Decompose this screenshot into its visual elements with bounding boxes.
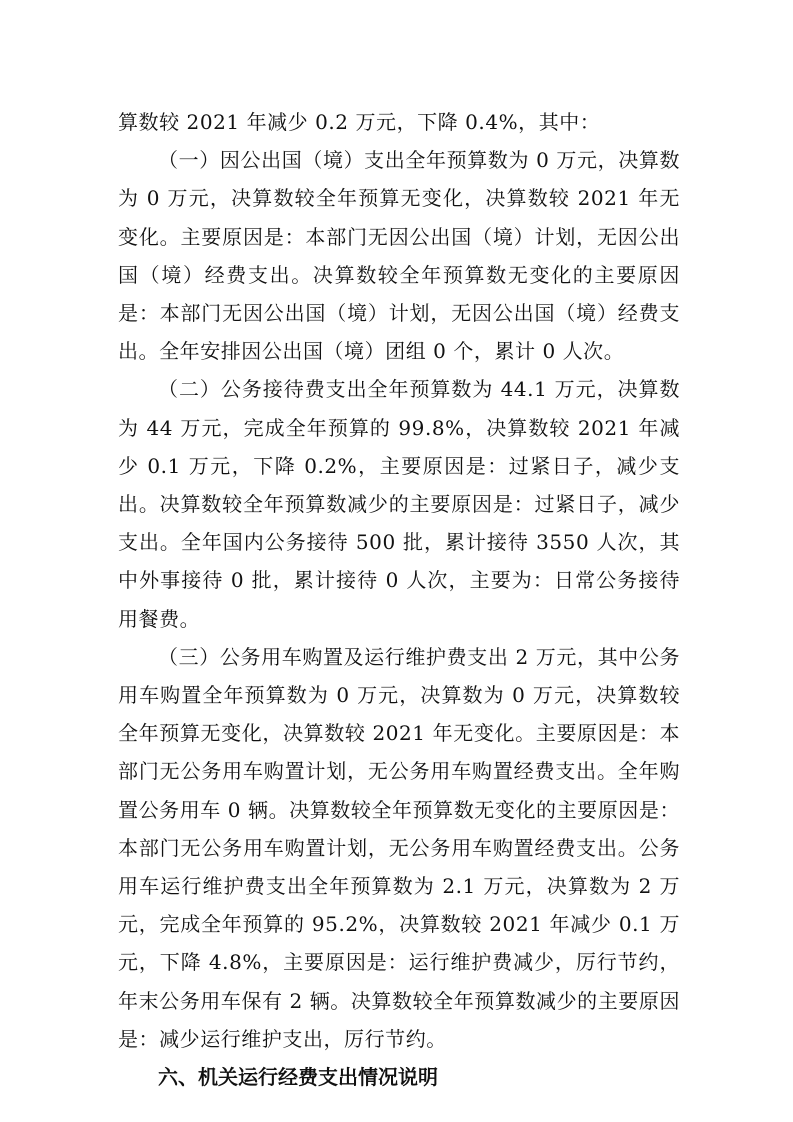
document-body bbox=[118, 103, 680, 1096]
paragraph-outbound-travel: （一）因公出国（境）支出全年预算数为 0 万元，决算数为 0 万元，决算数较全年预算无变化，决算数较 2021 年无变化。主要原因是：本部门无因公出国（境）计划，无因公出国（境）经费支出。决算数较全年预算数无变化的主要原因是：本部门无因公出国（境）计划，无因公出国（境）经费支出。全年安排因公出国（境）团组 0 个，累计 0 人次。 bbox=[118, 148, 680, 364]
paragraph-official-vehicles: （三）公务用车购置及运行维护费支出 2 万元，其中公务用车购置全年预算数为 0 万元，决算数为 0 万元，决算数较全年预算无变化，决算数较 2021 年无变化。主要原因是：本部门无公务用车购置计划，无公务用车购置经费支出。全年购置公务用车 0 辆。决算数较全年预算数无变化的主要原因是：本部门无公务用车购置计划，无公务用车购置经费支出。公务用车运行维护费支出全年预算数为 2.1 万元，决算数为 2 万元，完成全年预算的 95.2%，决算数较 2021 年减少 0.1 万元，下降 4.8%，主要原因是：运行维护费减少，厉行节约，年末公务用车保有 2 辆。决算数较全年预算数减少的主要原因是：减少运行维护支出，厉行节约。 bbox=[118, 644, 680, 1051]
paragraph-continuation: 算数较 2021 年减少 0.2 万元，下降 0.4%，其中： bbox=[118, 110, 601, 134]
paragraph-official-reception: （二）公务接待费支出全年预算数为 44.1 万元，决算数为 44 万元，完成全年预算的 99.8%，决算数较 2021 年减少 0.1 万元，下降 0.2%，主要原因是：过紧日子，减少支出。决算数较全年预算数减少的主要原因是：过紧日子，减少支出。全年国内公务接待 500 批，累计接待 3550 人次，其中外事接待 0 批，累计接待 0 人次，主要为：日常公务接待用餐费。 bbox=[118, 377, 680, 631]
section-heading: 六、机关运行经费支出情况说明 bbox=[158, 1065, 438, 1090]
